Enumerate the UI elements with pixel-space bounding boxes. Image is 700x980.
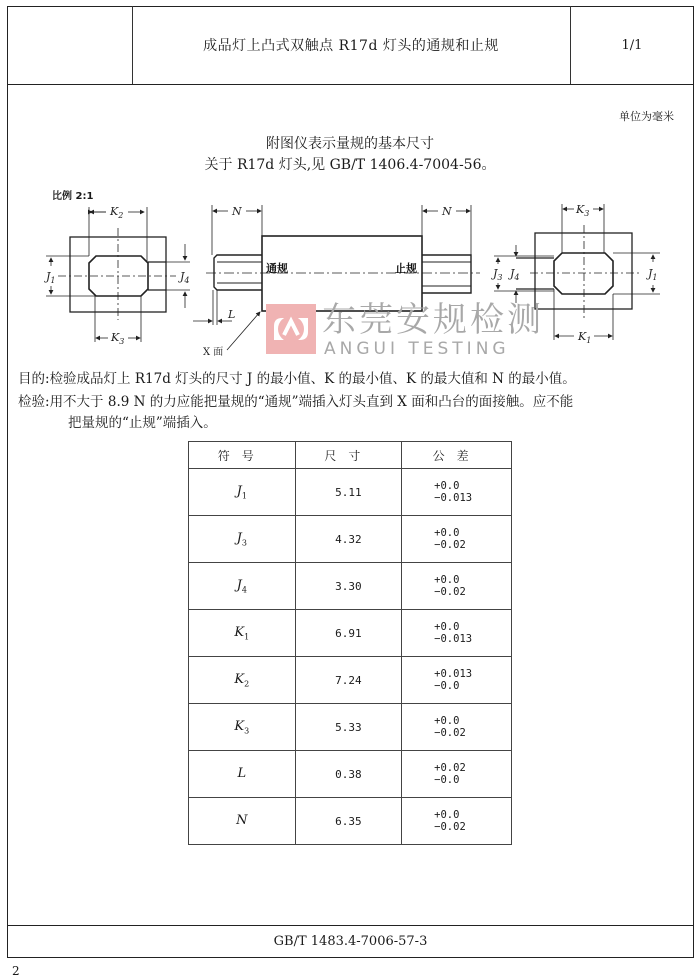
label-l: L — [228, 308, 236, 321]
cell-size: 6.91 — [295, 610, 402, 657]
table-row — [189, 657, 512, 704]
figure-caption: 附图仪表示量规的基本尺寸 — [266, 136, 434, 152]
standard-number: GB/T 1483.4-7006-57-3 — [273, 934, 428, 949]
purpose-text: 检验成品灯上 R17d 灯头的尺寸 J 的最小值、K 的最小值、K 的最大值和 N 的最小值。 — [49, 371, 576, 387]
table-row — [189, 704, 512, 751]
cell-size: 7.24 — [295, 657, 402, 704]
cell-symbol: L — [189, 751, 296, 798]
purpose-paragraph — [18, 369, 688, 390]
cell-size: 4.32 — [295, 516, 402, 563]
cell-tolerance: +0.0 −0.02 — [402, 516, 512, 563]
cell-size: 6.35 — [295, 798, 402, 845]
inspection-text-2: 把量规的“止规”端插入。 — [68, 415, 217, 431]
table-row — [189, 798, 512, 845]
cell-symbol: $K_1$ — [189, 610, 296, 657]
table-row — [189, 751, 512, 798]
label-k1: $K_1$ — [578, 330, 592, 345]
watermark-text-cn: 东莞安规检测 — [322, 300, 544, 340]
label-n-right: N — [442, 205, 452, 218]
watermark-text-en: ANGUI TESTING — [324, 339, 510, 359]
cell-symbol: $J_4$ — [189, 563, 296, 610]
label-k2: $K_2$ — [110, 205, 124, 220]
cell-size: 5.33 — [295, 704, 402, 751]
table-row — [189, 610, 512, 657]
cell-tolerance: +0.0 −0.013 — [402, 610, 512, 657]
cell-tolerance: +0.0 −0.02 — [402, 563, 512, 610]
page-number: 2 — [12, 964, 20, 978]
label-k3-left: $K_3$ — [111, 331, 125, 346]
sheet-number: 1/1 — [621, 37, 643, 53]
cell-symbol: $J_1$ — [189, 469, 296, 516]
inspection-label: 检验: — [18, 394, 50, 410]
cell-symbol: $K_3$ — [189, 704, 296, 751]
unit-note: 单位为毫米 — [619, 110, 674, 123]
figure-reference: 关于 R17d 灯头,见 GB/T 1406.4-7004-56。 — [204, 157, 496, 173]
inspection-text-1: 用不大于 8.9 N 的力应能把量规的“通规”端插入灯头直到 X 面和凸台的面接触。应不能 — [49, 394, 574, 410]
label-n-left: N — [232, 205, 242, 218]
label-j3: $J_3$ — [493, 267, 503, 282]
cell-size: 3.30 — [295, 563, 402, 610]
cell-symbol: N — [189, 798, 296, 845]
cell-tolerance: +0.02 −0.0 — [402, 751, 512, 798]
label-j1-right: $J_1$ — [648, 267, 658, 282]
cell-size: 0.38 — [295, 751, 402, 798]
scale-label: 比例 2:1 — [52, 191, 94, 202]
col-header-size: 尺寸 — [295, 442, 402, 469]
label-k3-right: $K_3$ — [576, 203, 590, 218]
table-header-row — [189, 442, 512, 469]
col-header-symbol: 符号 — [189, 442, 296, 469]
table-row — [189, 563, 512, 610]
cell-size: 5.11 — [295, 469, 402, 516]
inspection-paragraph — [18, 392, 688, 434]
cell-symbol: $K_2$ — [189, 657, 296, 704]
label-nogo-end: 止规 — [395, 262, 417, 275]
label-j4-right: $J_4$ — [510, 267, 520, 282]
cell-tolerance: +0.013 −0.0 — [402, 657, 512, 704]
label-go-end: 通规 — [266, 262, 288, 275]
cell-symbol: $J_3$ — [189, 516, 296, 563]
dimension-table — [188, 441, 512, 845]
end-view-left — [46, 207, 190, 342]
table-row — [189, 469, 512, 516]
watermark-logo-icon — [262, 300, 320, 358]
cell-tolerance: +0.0 −0.02 — [402, 704, 512, 751]
cell-tolerance: +0.0 −0.02 — [402, 798, 512, 845]
sheet-title: 成品灯上凸式双触点 R17d 灯头的通规和止规 — [203, 38, 499, 54]
table-row — [189, 516, 512, 563]
col-header-tolerance: 公差 — [402, 442, 512, 469]
label-j4-left: $J_4$ — [180, 270, 190, 285]
cell-tolerance: +0.0 −0.013 — [402, 469, 512, 516]
label-j1-left: $J_1$ — [46, 270, 56, 285]
purpose-label: 目的: — [18, 371, 50, 387]
label-x-face: X 面 — [203, 347, 224, 358]
